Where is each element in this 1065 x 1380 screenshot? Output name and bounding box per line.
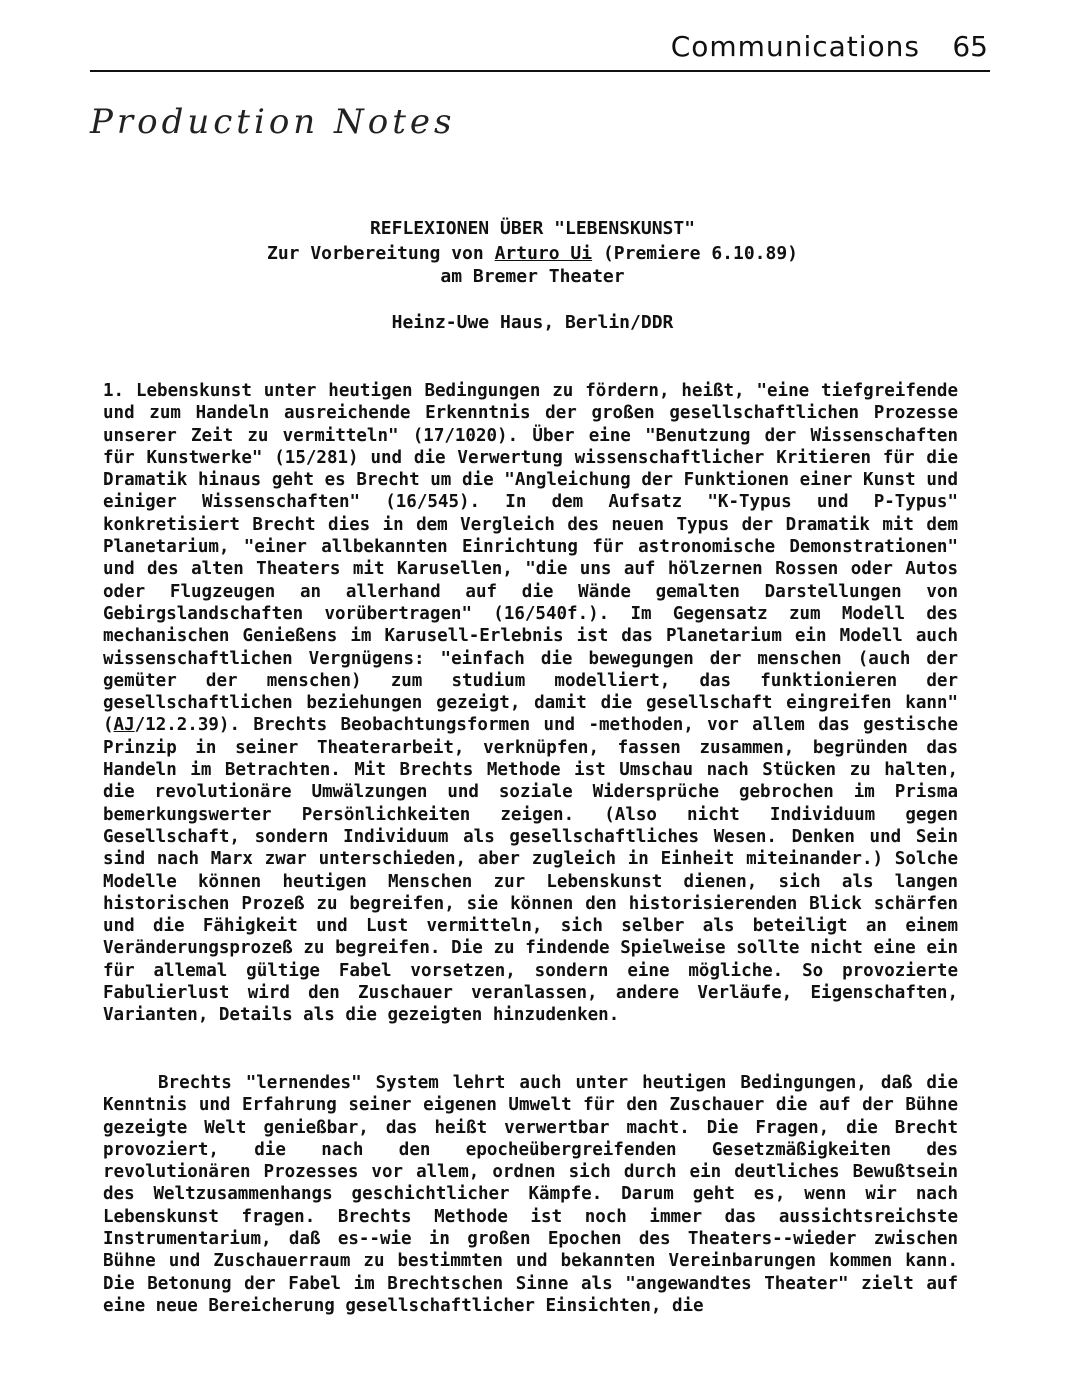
paragraph-1 [103,380,958,1027]
journal-title: Communications [670,30,920,63]
paragraph-1-reference: AJ [113,715,135,736]
paragraph-1-part-b: /12.2.39). Brechts Beobachtungsformen und -methoden, vor allem das gestische Prinzip in seiner Theaterarbeit, verknüpfen, fassen zusammen, begründen das Handeln im Betrachten. Mit Brechts Methode ist Umschau nach Stücken zu halten, die revolutionäre Umwälzungen und soziale Widersprüche gebrochen im Prisma bemerkungswerter Persönlichkeiten zeigen. (Also nicht Individuum gegen Gesellschaft, sondern Individuum als gesellschaftliches Wesen. Denken und Sein sind nach Marx zwar unterschieden, aber zugleich in Einheit miteinander.) Solche Modelle können heutigen Menschen zur Lebenskunst dienen, sich als langen historischen Prozeß zu begreifen, sie können den historisierenden Blick schärfen und die Fähigkeit und Lust vermitteln, sich selber als beteiligt an einem Veränderungsprozeß zu begreifen. Die zu findende Spielweise sollte nicht eine ein für allemal gültige Fabel vorsetzen, sondern eine mögliche. So provozierte Fabulierlust wird den Zuschauer veranlassen, andere Verläufe, Eigenschaften, Varianten, Details als die gezeigten hinzudenken. [103,715,958,1026]
subtitle-after: (Premiere 6.10.89) [592,243,799,264]
article-subtitle [0,243,1065,264]
article-title: REFLEXIONEN ÜBER "LEBENSKUNST" [369,218,696,239]
article-body [103,380,958,1027]
subtitle-before: Zur Vorbereitung von [266,243,495,264]
article-body-continued [103,1072,958,1317]
article-venue: am Bremer Theater [440,266,625,287]
paragraph-1-part-a: 1. Lebenskunst unter heutigen Bedingungen zu fördern, heißt, "eine tiefgreifende und zum Handeln ausreichende Erkenntnis der großen gesellschaftlichen Prozesse unserer Zeit zu vermitteln" (17/1020). Über eine "Benutzung der Wissenschaften für Kunstwerke" (15/281) und die Verwertung wissenschaftlicher Kritieren für die Dramatik hinaus geht es Brecht um die "Angleichung der Funktionen einer Kunst und einiger Wissenschaften" (16/545). In dem Aufsatz "K-Typus und P-Typus" konkretisiert Brecht dies in dem Vergleich des neuen Typus der Dramatik mit dem Planetarium, "einer allbekannten Einrichtung für astronomische Demonstrationen" und des alten Theaters mit Karusellen, "die uns auf hölzernen Rossen oder Autos oder Flugzeugen an allerhand auf die Wände gemalten Darstellungen von Gebirgslandschaften vorübertragen" (16/540f.). Im Gegensatz zum Modell des mechanischen Genießens im Karusell-Erlebnis ist das Planetarium ein Modell auch wissenschaftlichen Vergnügens: "einfach die bewegungen der menschen (auch der gemüter der menschen) zum studium modelliert, das funktionieren der gesellschaftlichen beziehungen gezeigt, damit die gesellschaft eingreifen kann" ( [103,381,958,736]
subtitle-work: Arturo Ui [494,243,593,264]
page-header [90,30,990,72]
paragraph-2: Brechts "lernendes" System lehrt auch unter heutigen Bedingungen, daß die Kenntnis und Erfahrung seiner eigenen Umwelt für den Zuschauer die auf der Bühne gezeigte Welt genießbar, das heißt verwertbar macht. Die Fragen, die Brecht provoziert, die nach den epocheübergreifenden Gesetzmäßigkeiten des revolutionären Prozesses vor allem, ordnen sich durch ein deutliches Bewußtsein des Weltzusammenhangs geschichtlicher Kämpfe. Darum geht es, wenn wir nach Lebenskunst fragen. Brechts Methode ist noch immer das aussichtsreichste Instrumentarium, daß es--wie in großen Epochen des Theaters--wieder zwischen Bühne und Zuschauerraum zu bestimmten und bekannten Vereinbarungen kommen kann. Die Betonung der Fabel im Brechtschen Sinne als "angewandtes Theater" zielt auf eine neue Bereicherung gesellschaftlicher Einsichten, die [103,1073,958,1316]
article-author: Heinz-Uwe Haus, Berlin/DDR [391,312,674,333]
section-title: Production Notes [90,102,456,142]
page-number: 65 [952,30,988,63]
